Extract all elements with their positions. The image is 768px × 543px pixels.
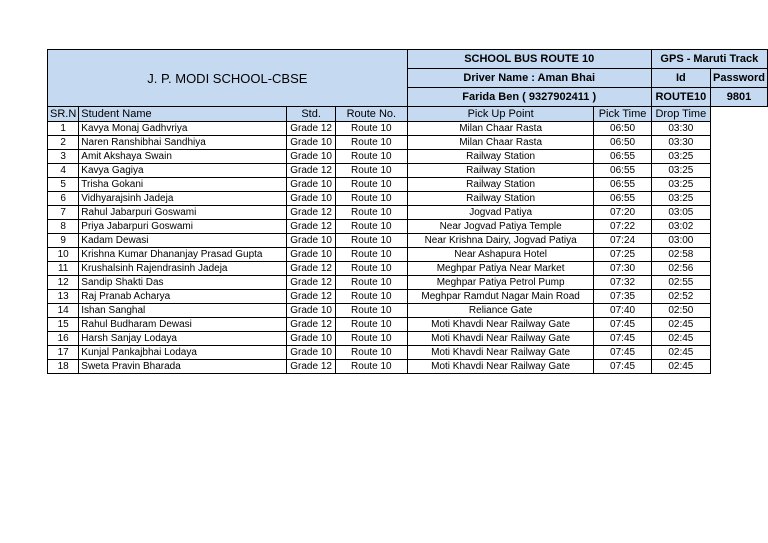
std-cell: Grade 10 [287,192,336,206]
sr-no-cell: 11 [48,262,79,276]
table-row [48,178,768,192]
table-row [48,220,768,234]
drop-time-cell: 02:45 [651,318,710,332]
sr-no-cell: 18 [48,360,79,374]
pick-time-cell: 06:55 [594,150,651,164]
drop-time-cell: 03:30 [651,122,710,136]
drop-time-cell: 03:00 [651,234,710,248]
pick-time-cell: 06:55 [594,164,651,178]
sr-no-cell: 4 [48,164,79,178]
drop-time-cell: 02:58 [651,248,710,262]
drop-time-cell: 03:02 [651,220,710,234]
sr-no-cell: 10 [48,248,79,262]
student-rows [48,122,768,374]
route-no-cell: Route 10 [335,136,407,150]
sr-no-cell: 1 [48,122,79,136]
driver-name: Driver Name : Aman Bhai [407,69,651,88]
student-name-cell: Kadam Dewasi [79,234,287,248]
route-no-cell: Route 10 [335,346,407,360]
student-name-cell: Raj Pranab Acharya [79,290,287,304]
std-cell: Grade 10 [287,178,336,192]
pickup-point-cell: Jogvad Patiya [407,206,594,220]
pickup-point-cell: Near Jogvad Patiya Temple [407,220,594,234]
password-value: 9801 [711,88,768,107]
std-cell: Grade 12 [287,262,336,276]
col-student-name: Student Name [79,107,287,122]
pick-time-cell: 06:50 [594,136,651,150]
drop-time-cell: 03:25 [651,150,710,164]
student-name-cell: Harsh Sanjay Lodaya [79,332,287,346]
std-cell: Grade 12 [287,276,336,290]
pick-time-cell: 06:55 [594,192,651,206]
table-row [48,192,768,206]
student-name-cell: Krushalsinh Rajendrasinh Jadeja [79,262,287,276]
student-name-cell: Krishna Kumar Dhananjay Prasad Gupta [79,248,287,262]
route-no-cell: Route 10 [335,360,407,374]
student-name-cell: Rahul Jabarpuri Goswami [79,206,287,220]
std-cell: Grade 12 [287,122,336,136]
pick-time-cell: 07:40 [594,304,651,318]
route-no-cell: Route 10 [335,276,407,290]
pick-time-cell: 06:55 [594,178,651,192]
std-cell: Grade 12 [287,220,336,234]
table-row [48,304,768,318]
std-cell: Grade 12 [287,290,336,304]
col-route-no: Route No. [335,107,407,122]
table-row [48,262,768,276]
column-header-row [48,107,768,122]
drop-time-cell: 03:25 [651,178,710,192]
pick-time-cell: 07:45 [594,332,651,346]
drop-time-cell: 03:30 [651,136,710,150]
sr-no-cell: 5 [48,178,79,192]
table-row [48,150,768,164]
school-name: J. P. MODI SCHOOL-CBSE [48,50,408,107]
pick-time-cell: 07:35 [594,290,651,304]
table-row [48,206,768,220]
pickup-point-cell: Near Ashapura Hotel [407,248,594,262]
std-cell: Grade 12 [287,206,336,220]
pick-time-cell: 07:45 [594,318,651,332]
std-cell: Grade 12 [287,164,336,178]
sr-no-cell: 8 [48,220,79,234]
std-cell: Grade 10 [287,332,336,346]
table-row [48,332,768,346]
pick-time-cell: 07:24 [594,234,651,248]
std-cell: Grade 10 [287,234,336,248]
pick-time-cell: 07:45 [594,346,651,360]
student-name-cell: Kavya Monaj Gadhvriya [79,122,287,136]
pickup-point-cell: Milan Chaar Rasta [407,122,594,136]
pickup-point-cell: Reliance Gate [407,304,594,318]
student-name-cell: Naren Ranshibhai Sandhiya [79,136,287,150]
pickup-point-cell: Railway Station [407,150,594,164]
drop-time-cell: 02:56 [651,262,710,276]
route-no-cell: Route 10 [335,332,407,346]
pickup-point-cell: Moti Khavdi Near Railway Gate [407,346,594,360]
sr-no-cell: 14 [48,304,79,318]
sr-no-cell: 3 [48,150,79,164]
std-cell: Grade 10 [287,248,336,262]
table-row [48,276,768,290]
pickup-point-cell: Milan Chaar Rasta [407,136,594,150]
drop-time-cell: 02:45 [651,332,710,346]
student-name-cell: Rahul Budharam Dewasi [79,318,287,332]
student-name-cell: Ishan Sanghal [79,304,287,318]
contact-person: Farida Ben ( 9327902411 ) [407,88,651,107]
student-name-cell: Kavya Gagiya [79,164,287,178]
student-name-cell: Amit Akshaya Swain [79,150,287,164]
std-cell: Grade 10 [287,136,336,150]
route-no-cell: Route 10 [335,262,407,276]
pick-time-cell: 06:50 [594,122,651,136]
route-no-cell: Route 10 [335,290,407,304]
route-no-cell: Route 10 [335,220,407,234]
sr-no-cell: 9 [48,234,79,248]
pickup-point-cell: Moti Khavdi Near Railway Gate [407,318,594,332]
pick-time-cell: 07:22 [594,220,651,234]
id-label: Id [651,69,710,88]
sr-no-cell: 7 [48,206,79,220]
sr-no-cell: 17 [48,346,79,360]
std-cell: Grade 12 [287,318,336,332]
route-no-cell: Route 10 [335,122,407,136]
pickup-point-cell: Meghpar Ramdut Nagar Main Road [407,290,594,304]
pickup-point-cell: Railway Station [407,164,594,178]
pickup-point-cell: Moti Khavdi Near Railway Gate [407,332,594,346]
pickup-point-cell: Moti Khavdi Near Railway Gate [407,360,594,374]
col-pickup-point: Pick Up Point [407,107,594,122]
student-name-cell: Sandip Shakti Das [79,276,287,290]
sr-no-cell: 6 [48,192,79,206]
route-no-cell: Route 10 [335,318,407,332]
pickup-point-cell: Railway Station [407,178,594,192]
route-no-cell: Route 10 [335,206,407,220]
pickup-point-cell: Meghpar Patiya Petrol Pump [407,276,594,290]
pickup-point-cell: Near Krishna Dairy, Jogvad Patiya [407,234,594,248]
sr-no-cell: 12 [48,276,79,290]
route-title: SCHOOL BUS ROUTE 10 [407,50,651,69]
bus-route-sheet [47,49,768,374]
route-no-cell: Route 10 [335,304,407,318]
pick-time-cell: 07:45 [594,360,651,374]
drop-time-cell: 03:05 [651,206,710,220]
pickup-point-cell: Meghpar Patiya Near Market [407,262,594,276]
std-cell: Grade 10 [287,346,336,360]
student-name-cell: Priya Jabarpuri Goswami [79,220,287,234]
drop-time-cell: 03:25 [651,192,710,206]
table-row [48,164,768,178]
drop-time-cell: 03:25 [651,164,710,178]
route-no-cell: Route 10 [335,150,407,164]
table-row [48,360,768,374]
col-pick-time: Pick Time [594,107,651,122]
drop-time-cell: 02:45 [651,360,710,374]
col-drop-time: Drop Time [651,107,710,122]
id-value: ROUTE10 [651,88,710,107]
pick-time-cell: 07:25 [594,248,651,262]
pick-time-cell: 07:20 [594,206,651,220]
student-name-cell: Sweta Pravin Bharada [79,360,287,374]
route-no-cell: Route 10 [335,164,407,178]
sr-no-cell: 2 [48,136,79,150]
std-cell: Grade 10 [287,150,336,164]
route-no-cell: Route 10 [335,178,407,192]
student-name-cell: Kunjal Pankajbhai Lodaya [79,346,287,360]
table-row [48,346,768,360]
drop-time-cell: 02:50 [651,304,710,318]
student-name-cell: Trisha Gokani [79,178,287,192]
student-name-cell: Vidhyarajsinh Jadeja [79,192,287,206]
route-no-cell: Route 10 [335,192,407,206]
table-row [48,136,768,150]
drop-time-cell: 02:52 [651,290,710,304]
sr-no-cell: 16 [48,332,79,346]
drop-time-cell: 02:55 [651,276,710,290]
pick-time-cell: 07:32 [594,276,651,290]
sr-no-cell: 15 [48,318,79,332]
table-row [48,234,768,248]
std-cell: Grade 10 [287,304,336,318]
table-row [48,122,768,136]
sr-no-cell: 13 [48,290,79,304]
pick-time-cell: 07:30 [594,262,651,276]
route-no-cell: Route 10 [335,248,407,262]
pickup-point-cell: Railway Station [407,192,594,206]
table-row [48,290,768,304]
col-srno: SR.N [48,107,79,122]
table-row [48,318,768,332]
route-no-cell: Route 10 [335,234,407,248]
table-row [48,248,768,262]
drop-time-cell: 02:45 [651,346,710,360]
col-std: Std. [287,107,336,122]
password-label: Password [711,69,768,88]
std-cell: Grade 12 [287,360,336,374]
gps-label: GPS - Maruti Track [651,50,767,69]
